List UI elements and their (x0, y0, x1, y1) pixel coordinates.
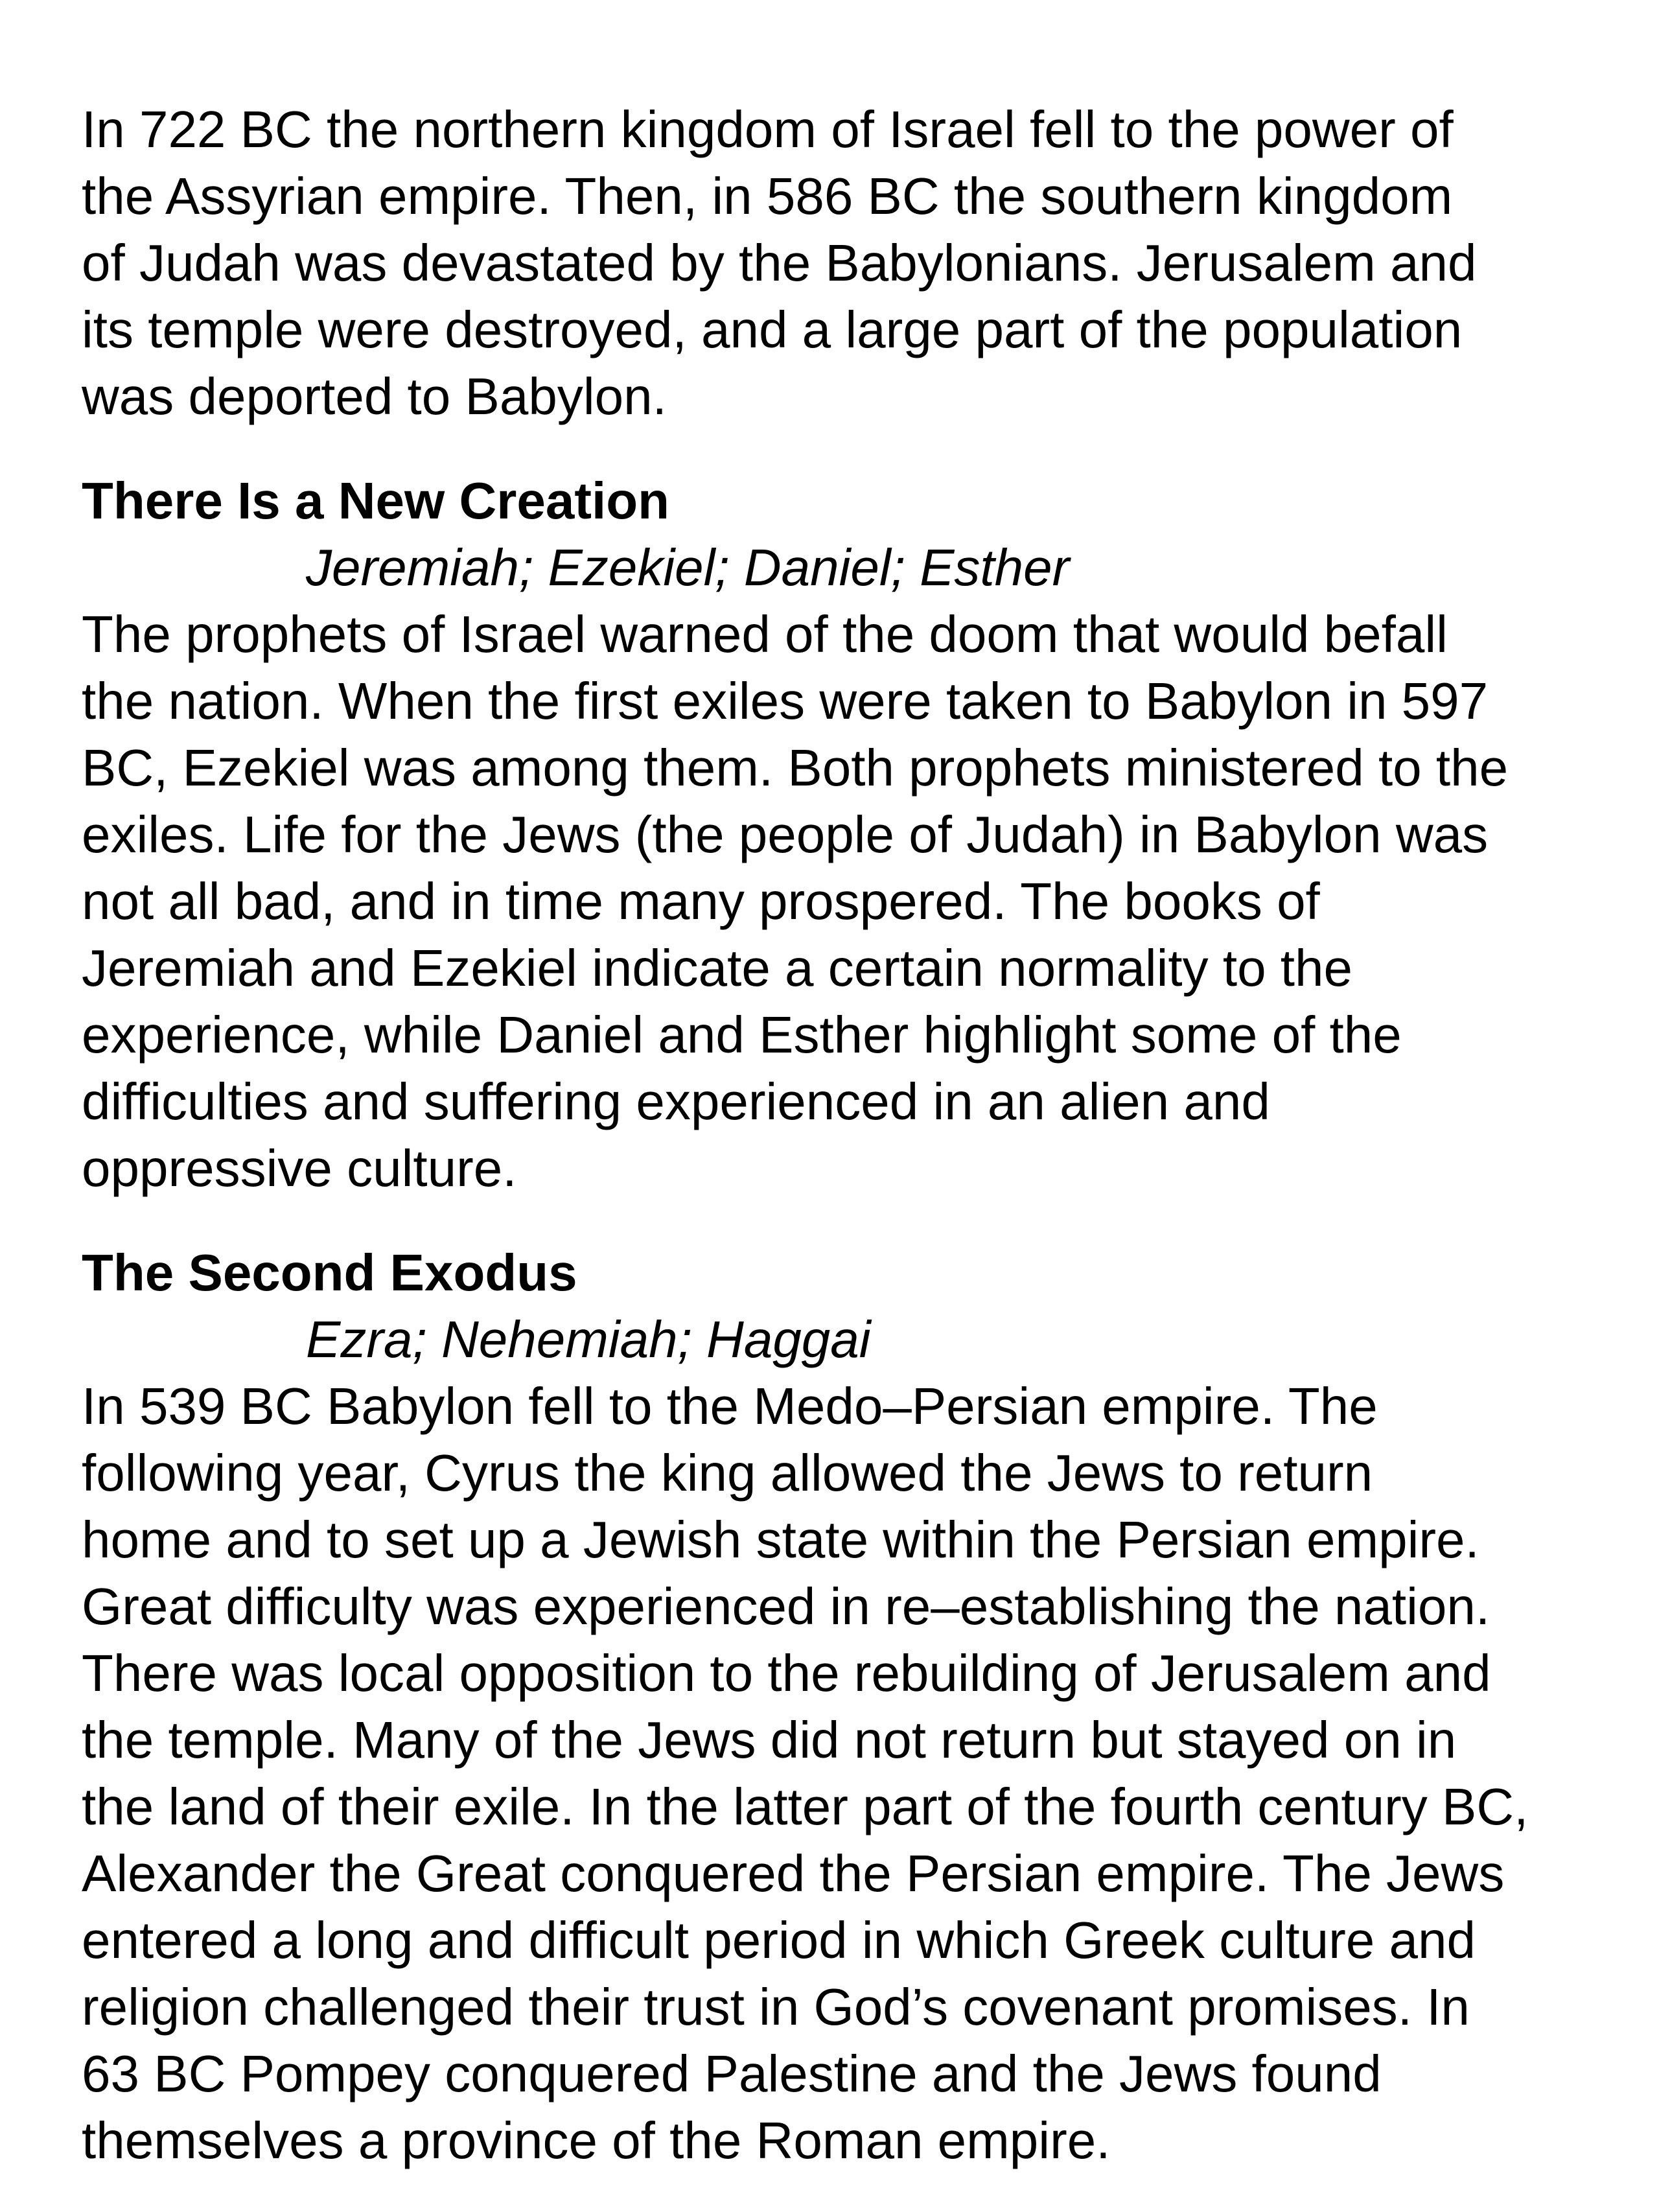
section-heading: The Second Exodus (82, 1244, 577, 1301)
text-line: the land of their exile. In the latter part of the fourth century BC, (82, 1778, 1529, 1835)
text-line: the Assyrian empire. Then, in 586 BC the southern kingdom (82, 167, 1453, 225)
text-line: the temple. Many of the Jews did not return but stayed on in (82, 1711, 1457, 1769)
text-line: experience, while Daniel and Esther highlight some of the (82, 1006, 1402, 1064)
text-line: its temple were destroyed, and a large part of the population (82, 301, 1463, 358)
text-line: BC, Ezekiel was among them. Both prophets ministered to the (82, 739, 1509, 797)
section-new-creation (82, 467, 1637, 1202)
text-line: was deported to Babylon. (82, 367, 667, 425)
text-line: home and to set up a Jewish state within the Persian empire. (82, 1511, 1479, 1568)
text-line: of Judah was devastated by the Babylonians. Jerusalem and (82, 234, 1477, 292)
document-page (82, 96, 1637, 2174)
text-line: The prophets of Israel warned of the doom that would befall (82, 605, 1448, 663)
section-scripture-references: Ezra; Nehemiah; Haggai (306, 1310, 871, 1368)
text-line: In 539 BC Babylon fell to the Medo–Persian empire. The (82, 1377, 1378, 1435)
section-heading: There Is a New Creation (82, 472, 669, 530)
text-line: the nation. When the first exiles were taken to Babylon in 597 (82, 672, 1489, 730)
text-line: entered a long and difficult period in which Greek culture and (82, 1911, 1476, 1969)
section-body (82, 1373, 1637, 2174)
text-line: not all bad, and in time many prospered. The books of (82, 872, 1320, 930)
text-line: Alexander the Great conquered the Persian empire. The Jews (82, 1845, 1505, 1902)
text-line: following year, Cyrus the king allowed the Jews to return (82, 1444, 1373, 1502)
text-line: There was local opposition to the rebuilding of Jerusalem and (82, 1644, 1491, 1702)
text-line: themselves a province of the Roman empire. (82, 2112, 1111, 2169)
section-scripture-references: Jeremiah; Ezekiel; Daniel; Esther (306, 539, 1070, 596)
text-line: 63 BC Pompey conquered Palestine and the Jews found (82, 2045, 1382, 2102)
text-line: exiles. Life for the Jews (the people of Judah) in Babylon was (82, 806, 1489, 863)
text-line: In 722 BC the northern kingdom of Israel fell to the power of (82, 100, 1454, 158)
intro-paragraph (82, 96, 1637, 430)
section-second-exodus (82, 1239, 1637, 2174)
section-body (82, 601, 1637, 1202)
text-line: Great difficulty was experienced in re–establishing the nation. (82, 1578, 1491, 1635)
text-line: difficulties and suffering experienced in an alien and (82, 1073, 1270, 1130)
text-line: religion challenged their trust in God’s covenant promises. In (82, 1978, 1470, 2036)
text-line: oppressive culture. (82, 1139, 517, 1197)
text-line: Jeremiah and Ezekiel indicate a certain normality to the (82, 939, 1353, 997)
